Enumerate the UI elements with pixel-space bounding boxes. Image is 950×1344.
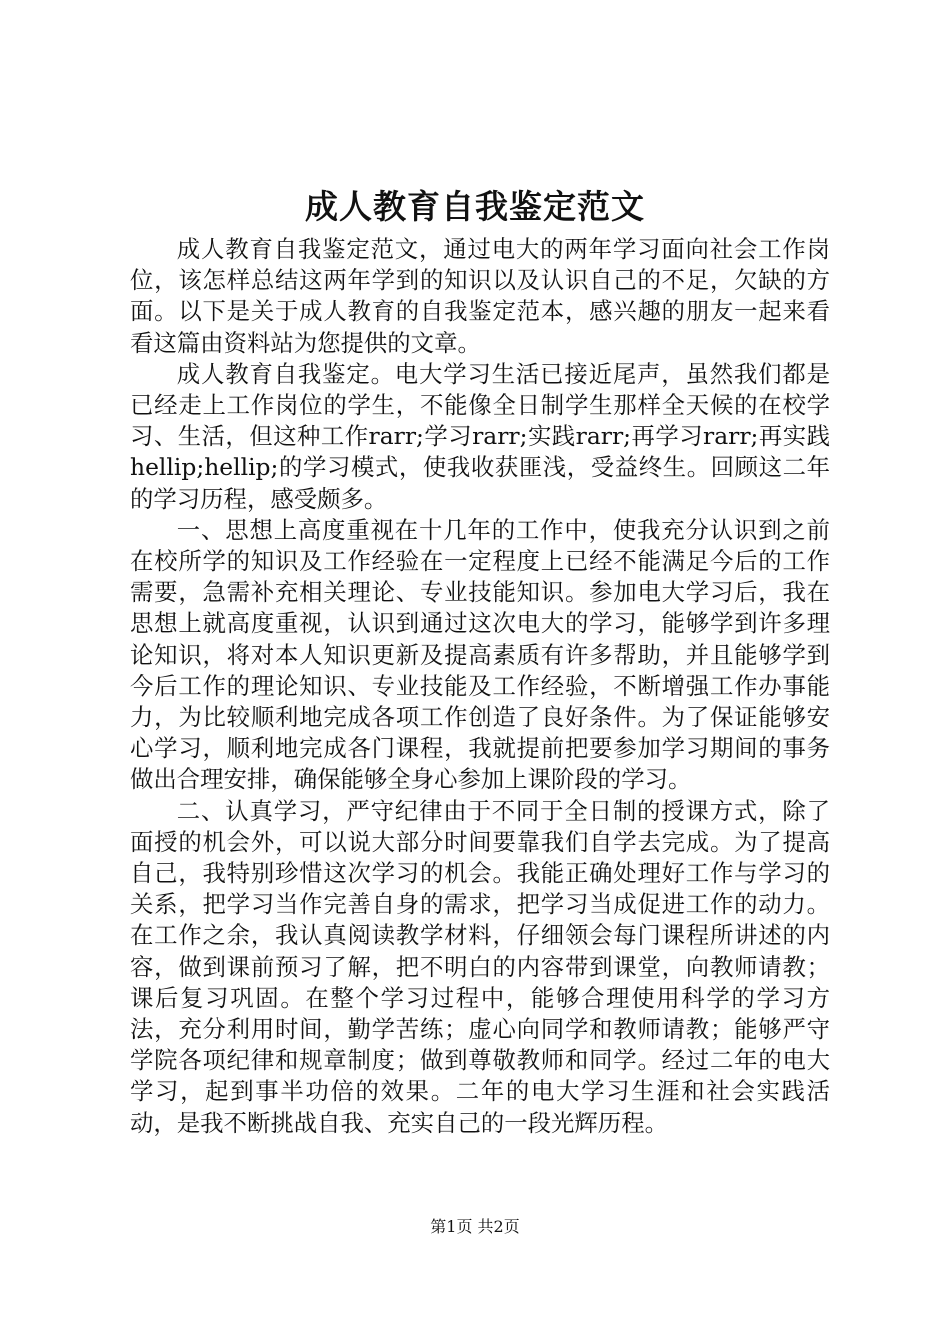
document-body	[130, 234, 830, 1139]
paragraph-overview: 成人教育自我鉴定。电大学习生活已接近尾声，虽然我们都是已经走上工作岗位的学生，不能像全日制学生那样全天候的在校学习、生活，但这种工作rarr;学习rarr;实践rarr;再学习rarr;再实践hellip;hellip;的学习模式，使我收获匪浅，受益终生。回顾这二年的学习历程，感受颇多。	[130, 359, 830, 513]
page-number-footer: 第1页 共2页	[430, 1217, 520, 1236]
paragraph-intro: 成人教育自我鉴定范文，通过电大的两年学习面向社会工作岗位，该怎样总结这两年学到的知识以及认识自己的不足，欠缺的方面。以下是关于成人教育的自我鉴定范本，感兴趣的朋友一起来看看这篇由资料站为您提供的文章。	[130, 235, 830, 357]
paragraph-section-1: 一、思想上高度重视在十几年的工作中，使我充分认识到之前在校所学的知识及工作经验在一定程度上已经不能满足今后的工作需要，急需补充相关理论、专业技能知识。参加电大学习后，我在思想上就高度重视，认识到通过这次电大的学习，能够学到许多理论知识，将对本人知识更新及提高素质有许多帮助，并且能够学到今后工作的理论知识、专业技能及工作经验，不断增强工作办事能力，为比较顺利地完成各项工作创造了良好条件。为了保证能够安心学习，顺利地完成各门课程，我就提前把要参加学习期间的事务做出合理安排，确保能够全身心参加上课阶段的学习。	[130, 515, 830, 794]
document-title: 成人教育自我鉴定范文	[305, 187, 645, 226]
paragraph-section-2: 二、认真学习，严守纪律由于不同于全日制的授课方式，除了面授的机会外，可以说大部分时间要靠我们自学去完成。为了提高自己，我特别珍惜这次学习的机会。我能正确处理好工作与学习的关系，把学习当作完善自身的需求，把学习当成促进工作的动力。在工作之余，我认真阅读教学材料，仔细领会每门课程所讲述的内容，做到课前预习了解，把不明白的内容带到课堂，向教师请教；课后复习巩固。在整个学习过程中，能够合理使用科学的学习方法，充分利用时间，勤学苦练；虚心向同学和教师请教；能够严守学院各项纪律和规章制度；做到尊敬教师和同学。经过二年的电大学习，起到事半功倍的效果。二年的电大学习生涯和社会实践活动，是我不断挑战自我、充实自己的一段光辉历程。	[130, 796, 830, 1137]
